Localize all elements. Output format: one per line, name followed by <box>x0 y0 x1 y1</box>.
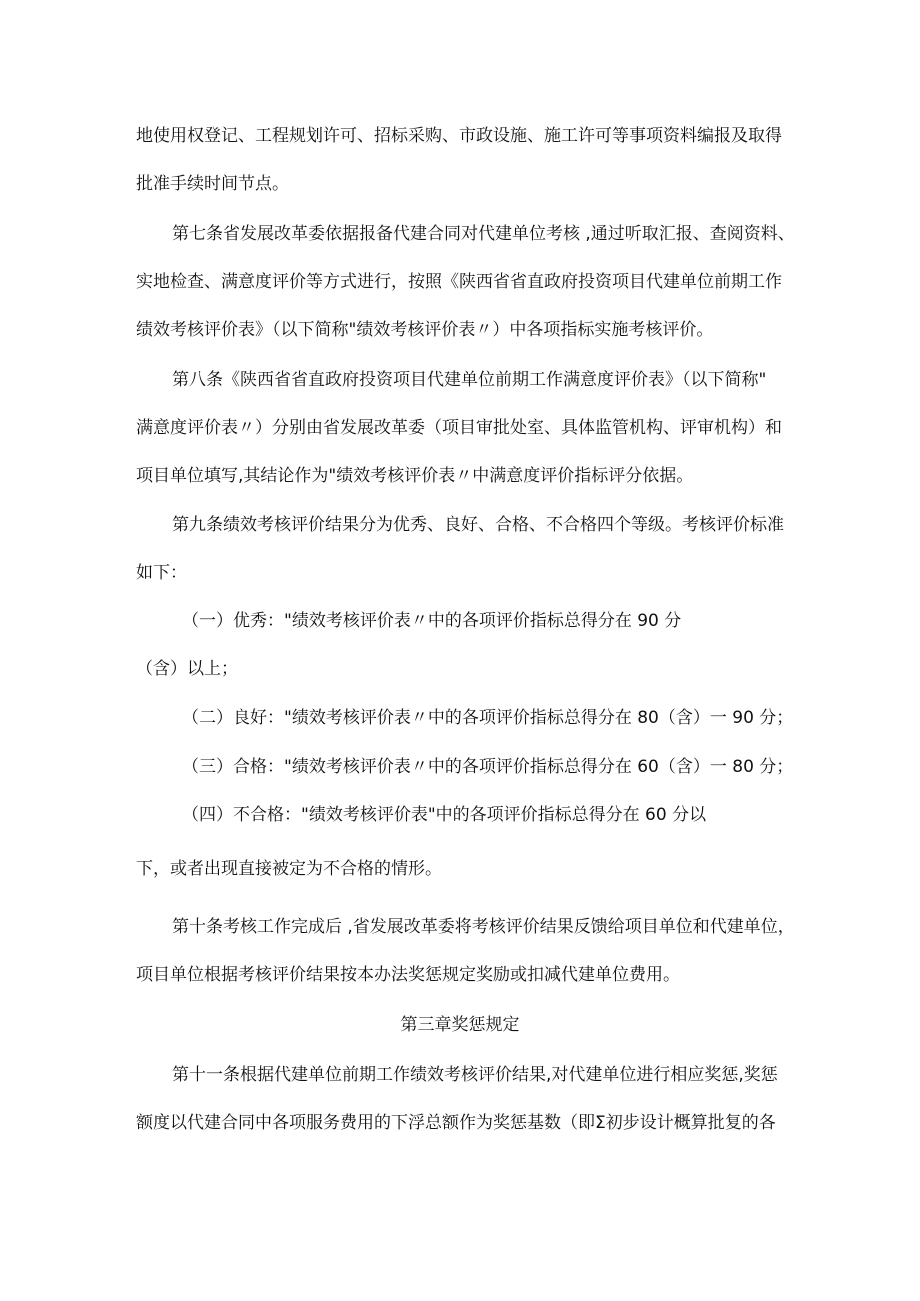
grade-pass-line: （三）合格："绩效考核评价表〃中的各项评价指标总得分在 60（含）一 80 分； <box>182 757 794 777</box>
paragraph-line: 额度以代建合同中各项服务费用的下浮总额作为奖惩基数（即Σ初步设计概算批复的各 <box>136 1113 776 1133</box>
paragraph-line: 地使用权登记、工程规划许可、招标采购、市政设施、施工许可等事项资料编报及取得 <box>136 126 782 146</box>
article-11-line: 第十一条根据代建单位前期工作绩效考核评价结果,对代建单位进行相应奖惩,奖惩 <box>172 1065 778 1085</box>
paragraph-line: （含）以上； <box>136 659 238 679</box>
article-7-line: 第七条省发展改革委依据报备代建合同对代建单位考核 ,通过听取汇报、查阅资料、 <box>172 224 795 244</box>
grade-good-line: （二）良好："绩效考核评价表〃中的各项评价指标总得分在 80（含）一 90 分； <box>182 708 794 728</box>
grade-fail-line: （四）不合格："绩效考核评价表"中的各项评价指标总得分在 60 分以 <box>182 805 707 825</box>
paragraph-line: 批准手续时间节点。 <box>136 174 289 194</box>
paragraph-line: 项目单位填写,其结论作为"绩效考核评价表〃中满意度评价指标评分依据。 <box>136 466 694 486</box>
paragraph-line: 满意度评价表〃）分别由省发展改革委（项目审批处室、具体监管机构、评审机构）和 <box>136 418 782 438</box>
paragraph-line: 项目单位根据考核评价结果按本办法奖惩规定奖励或扣减代建单位费用。 <box>136 965 680 985</box>
article-9-line: 第九条绩效考核评价结果分为优秀、良好、合格、不合格四个等级。考核评价标准 <box>172 515 784 535</box>
paragraph-line: 如下： <box>136 563 187 583</box>
paragraph-line: 绩效考核评价表》（以下简称"绩效考核评价表〃）中各项指标实施考核评价。 <box>136 320 714 340</box>
grade-excellent-line: （一）优秀："绩效考核评价表〃中的各项评价指标总得分在 90 分 <box>182 611 682 631</box>
chapter-heading: 第三章奖惩规定 <box>400 1015 520 1035</box>
article-10-line: 第十条考核工作完成后 ,省发展改革委将考核评价结果反馈给项目单位和代建单位， <box>172 917 795 937</box>
paragraph-line: 下，或者出现直接被定为不合格的情形。 <box>136 859 442 879</box>
article-8-line: 第八条《陕西省省直政府投资项目代建单位前期工作满意度评价表》（以下简称" <box>172 370 767 390</box>
paragraph-line: 实地检查、满意度评价等方式进行，按照《陕西省省直政府投资项目代建单位前期工作 <box>136 272 782 292</box>
